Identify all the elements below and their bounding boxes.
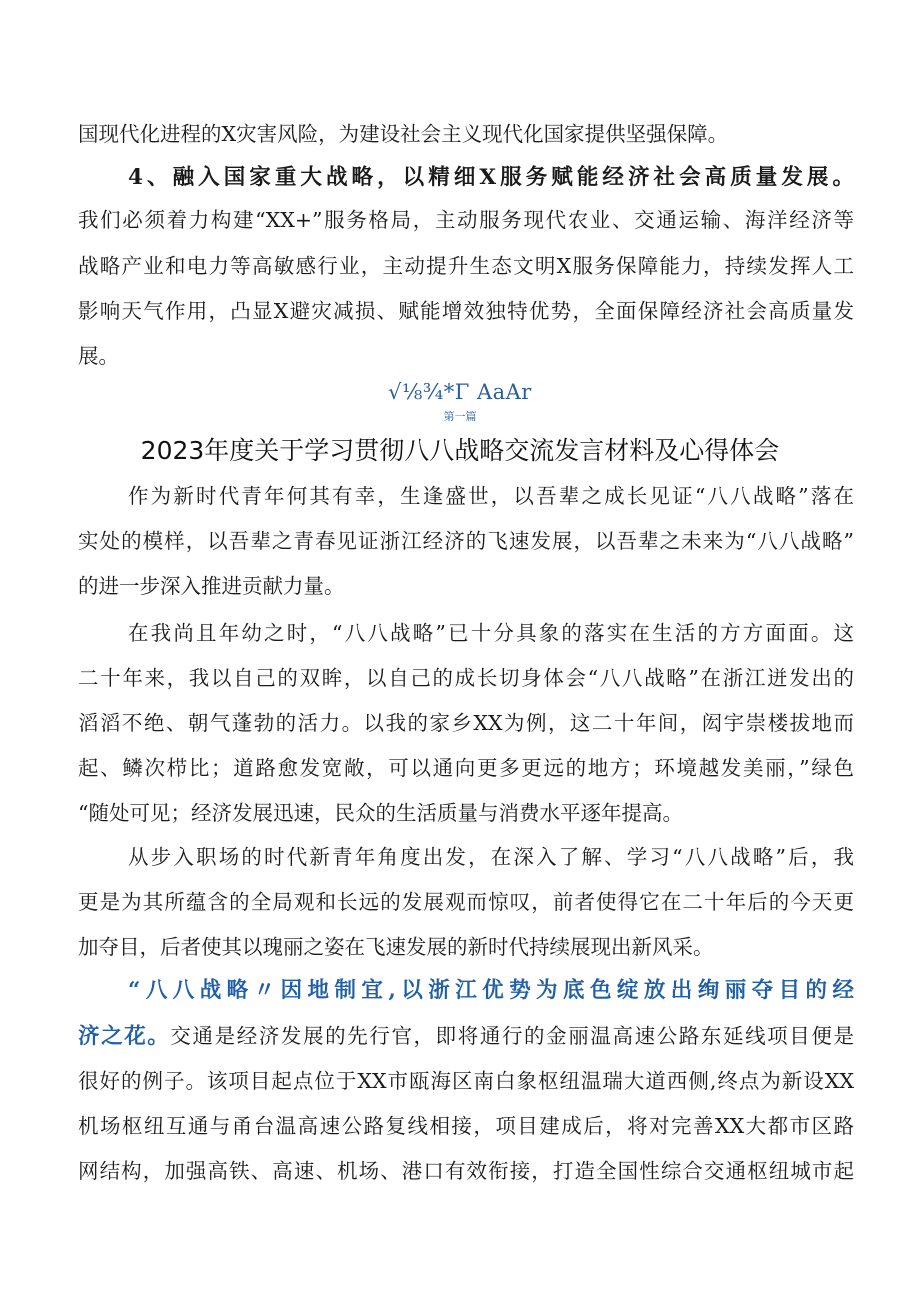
- text-line: 在我尚且年幼之时，“八八战略”已十分具象的落实在生活的方方面面。这: [128, 621, 854, 645]
- article-title: 2023年度关于学习贯彻八八战略交流发言材料及心得体会: [140, 436, 780, 465]
- text-line: 国现代化进程的X灾害风险，为建设社会主义现代化国家提供坚强保障。: [78, 122, 729, 146]
- text-line: 加夺目，后者使其以瑰丽之姿在飞速发展的新时代持续展现出新风采。: [78, 935, 714, 959]
- text-line: 二十年来，我以自己的双眸，以自己的成长切身体会“八八战略”在浙江迸发出的: [78, 666, 854, 690]
- text-line: 实处的模样，以吾辈之青春见证浙江经济的飞速发展，以吾辈之未来为“八八战略”: [78, 529, 854, 553]
- separator-subtitle: 第一篇: [443, 410, 477, 423]
- text-line: 机场枢纽互通与甬台温高速公路复线相接，项目建成后，将对完善XX大都市区路: [78, 1114, 854, 1138]
- section-heading: 4、融入国家重大战略，以精细X服务赋能经济社会高质量发展。: [128, 165, 854, 190]
- text-segment: 交通是经济发展的先行官，即将通行的金丽温高速公路东延线项目便是: [170, 1024, 854, 1048]
- text-line: 战略产业和电力等高敏感行业，主动提升生态文明X服务保障能力，持续发挥人工: [78, 254, 854, 278]
- text-line: 很好的例子。该项目起点位于XX市瓯海区南白象枢纽温瑞大道西侧,终点为新设XX: [78, 1069, 854, 1093]
- text-line: 滔滔不绝、朝气蓬勃的活力。以我的家乡XX为例，这二十年间，闳宇崇楼拔地而: [78, 711, 854, 735]
- text-line: 从步入职场的时代新青年角度出发，在深入了解、学习“八八战略”后，我: [128, 845, 854, 869]
- text-line: [78, 1024, 854, 1049]
- highlight-heading: “八八战略〃因地制宜,以浙江优势为底色绽放出绚丽夺目的经: [128, 978, 854, 1003]
- text-line: 影响天气作用，凸显X避灾减损、赋能增效独特优势，全面保障经济社会高质量发: [78, 299, 854, 323]
- text-line: 作为新时代青年何其有幸，生逢盛世，以吾辈之成长见证“八八战略”落在: [128, 484, 854, 508]
- section-separator: √⅛¾*Γ AaAr: [388, 380, 532, 404]
- text-line: 展。: [78, 344, 119, 368]
- highlight-heading-end: 济之花。: [78, 1024, 171, 1049]
- text-line: 网结构，加强高铁、高速、机场、港口有效衔接，打造全国性综合交通枢纽城市起: [78, 1159, 854, 1183]
- text-line: 更是为其所蕴含的全局观和长远的发展观而惊叹，前者使得它在二十年后的今天更: [78, 890, 854, 914]
- text-line: 我们必须着力构建“XX+”服务格局，主动服务现代农业、交通运输、海洋经济等: [78, 208, 854, 232]
- text-line: “随处可见；经济发展迅速，民众的生活质量与消费水平逐年提高。: [78, 801, 683, 825]
- text-line: 起、鳞次栉比；道路愈发宽敞，可以通向更多更远的地方；环境越发美丽，”绿色: [78, 756, 854, 780]
- text-line: 的进一步深入推进贡献力量。: [78, 574, 345, 598]
